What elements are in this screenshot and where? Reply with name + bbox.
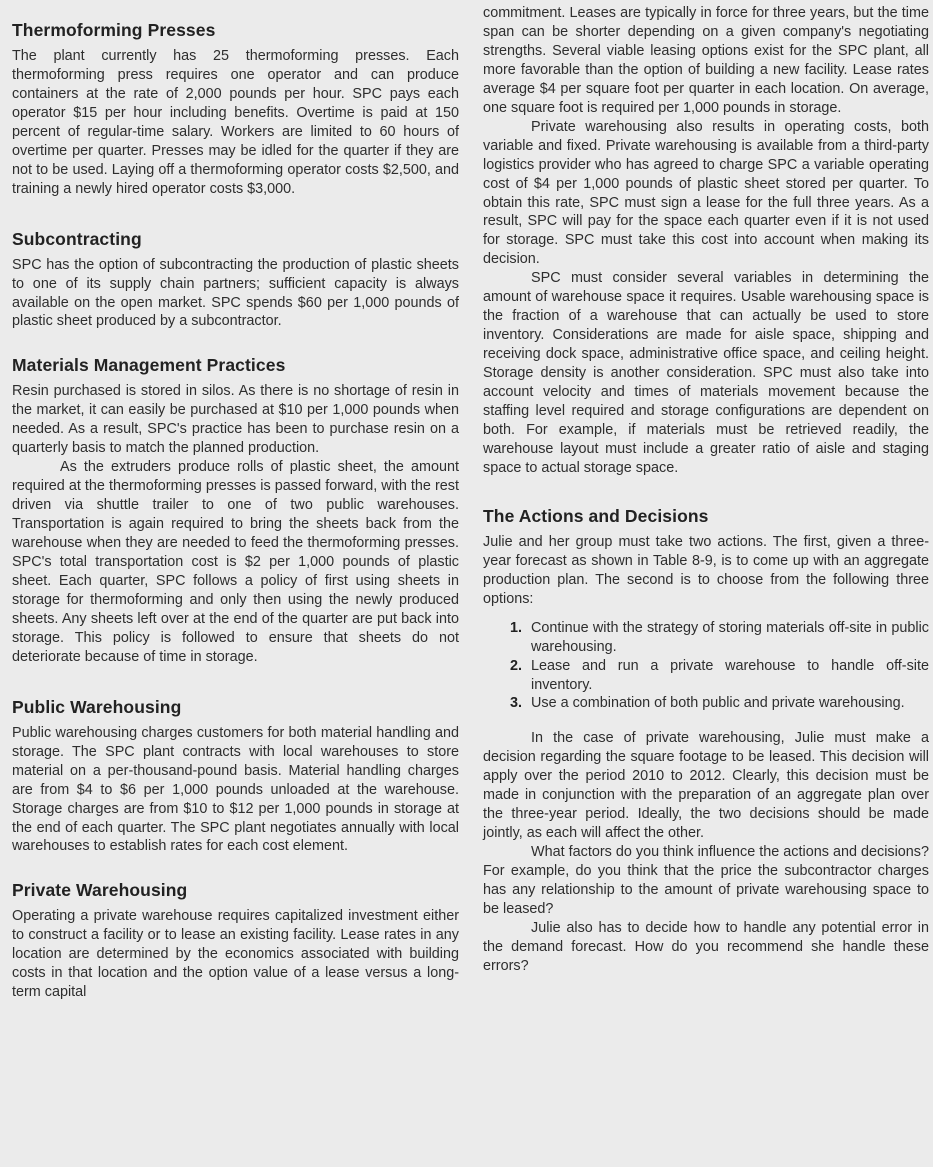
- list-item: [483, 657, 929, 695]
- heading-materials-management: Materials Management Practices: [12, 355, 286, 376]
- list-text: Use a combination of both public and private warehousing.: [531, 695, 905, 712]
- left-column: [12, 20, 459, 1167]
- list-item: [483, 694, 929, 713]
- paragraph-square-footage: In the case of private warehousing, Julie must make a decision regarding the square footage to be leased. This decision will apply over the period 2010 to 2012. Clearly, this decision must be made in conjunction with the preparation of an aggregate plan over the three-year period. Ideally, the two decisions should be made jointly, as each will affect the other.: [483, 730, 929, 842]
- paragraph-materials-2: As the extruders produce rolls of plastic sheet, the amount required at the thermoforming presses is passed forward, with the rest driven via shuttle trailer to one of two public warehouses. Transportation is again required to bring the sheets back from the warehouse when they are needed to feed the thermoforming presses. SPC's total transportation cost is $2 per 1,000 pounds of plastic sheet. Each quarter, SPC follows a policy of first using sheets in storage for thermoforming and only then using the newly produced sheets. Any sheets left over at the end of the quarter are put back into storage. This policy is followed to ensure that sheets do not deteriorate because of time in storage.: [12, 459, 459, 665]
- paragraph-thermoforming: The plant currently has 25 thermoforming presses. Each thermoforming press requires one operator and can produce containers at the rate of 2,000 pounds per hour. SPC pays each operator $15 per hour including benefits. Overtime is paid at 150 percent of regular-time salary. Workers are limited to 60 hours of overtime per quarter. Presses may be idled for the quarter if they are not to be used. Laying off a thermoforming operator costs $2,500, and training a newly hired operator costs $3,000.: [12, 48, 459, 197]
- right-column: [483, 4, 929, 1167]
- section-thermoforming-presses: [12, 20, 459, 199]
- paragraph-forecast-error: Julie also has to decide how to handle any potential error in the demand forecast. How do you recommend she handle these errors?: [483, 919, 929, 974]
- list-number: 1.: [509, 619, 522, 636]
- paragraph-lease-commitment: commitment. Leases are typically in force for three years, but the time span can be shorter depending on a given company's negotiating strengths. Several viable leasing options exist for the SPC plant, all more favorable than the option of building a new facility. Lease rates average $4 per square foot per quarter in each location. On average, one square foot is required per 1,000 pounds in storage.: [483, 5, 929, 116]
- paragraph-materials-1: Resin purchased is stored in silos. As there is no shortage of resin in the market, it can easily be purchased at $10 per 1,000 pounds when needed. As a result, SPC's practice has been to purchase resin on a quarterly basis to match the planned production.: [12, 383, 459, 457]
- section-public-warehousing: [12, 697, 459, 857]
- paragraph-private-warehousing: Operating a private warehouse requires capitalized investment either to construct a facility or to lease an existing facility. Lease rates in any location are determined by the economics associated with building costs in that location and the option value of a lease versus a long-term capital: [12, 908, 459, 1001]
- paragraph-subcontracting: SPC has the option of subcontracting the production of plastic sheets to one of its supply chain partners; sufficient capacity is always available on the open market. SPC spends $60 per 1,000 pounds of plastic sheet produced by a subcontractor.: [12, 256, 459, 330]
- list-text: Continue with the strategy of storing materials off-site in public warehousing.: [531, 619, 929, 655]
- heading-thermoforming-presses: Thermoforming Presses: [12, 20, 216, 40]
- paragraph-factors-question: What factors do you think influence the actions and decisions? For example, do you think that the price the subcontractor charges has any relationship to the amount of private warehousing space to be leased?: [483, 844, 929, 917]
- list-item: [483, 619, 929, 657]
- paragraph-operating-costs: Private warehousing also results in operating costs, both variable and fixed. Private warehousing is available from a third-party logistics provider who has agreed to charge SPC a variable operating cost of $4 per 1,000 pounds of plastic sheet stored per quarter. To obtain this rate, SPC must sign a lease for the full three years. As a result, SPC will pay for the space each quarter even if it is not used for storage. SPC must take this cost into account when making its decision.: [483, 118, 929, 268]
- paragraph-actions-intro: Julie and her group must take two actions. The first, given a three-year forecast as shown in Table 8-9, is to come up with an aggregate production plan. The second is to choose from the following three options:: [483, 533, 929, 607]
- paragraph-public-warehousing: Public warehousing charges customers for both material handling and storage. The SPC plant contracts with local warehouses to store material on a per-thousand-pound basis. Material handling charges are from $4 to $6 per 1,000 pounds unloaded at the warehouse. Storage charges are from $10 to $12 per 1,000 pounds in storage at the end of each quarter. The SPC plant negotiates annually with local warehouses to establish rates for each cost element.: [12, 724, 459, 855]
- list-text: Lease and run a private warehouse to handle off-site inventory.: [531, 657, 929, 693]
- heading-actions-decisions: The Actions and Decisions: [483, 505, 709, 526]
- heading-private-warehousing: Private Warehousing: [12, 880, 188, 901]
- list-number: 2.: [509, 657, 522, 674]
- heading-subcontracting: Subcontracting: [12, 228, 142, 249]
- list-number: 3.: [509, 695, 522, 712]
- paragraph-warehouse-space: SPC must consider several variables in determining the amount of warehouse space it requires. Usable warehousing space is the fraction of a warehouse that can actually be used to store inventory. Considerations are made for aisle space, shipping and receiving dock space, administrative office space, and ceiling height. Storage density is another consideration. SPC must also take into account velocity and times of materials movement because the staffing level required and storage configurations are dependent on both. For example, if materials must be retrieved readily, the warehouse layout must include a greater ratio of aisle and staging space to actual storage space.: [483, 270, 929, 476]
- section-materials-management: [12, 355, 459, 666]
- section-subcontracting: [12, 229, 459, 332]
- section-actions-decisions: [483, 506, 929, 976]
- section-private-warehousing: [12, 880, 459, 1002]
- heading-public-warehousing: Public Warehousing: [12, 696, 182, 717]
- options-list: [483, 619, 929, 714]
